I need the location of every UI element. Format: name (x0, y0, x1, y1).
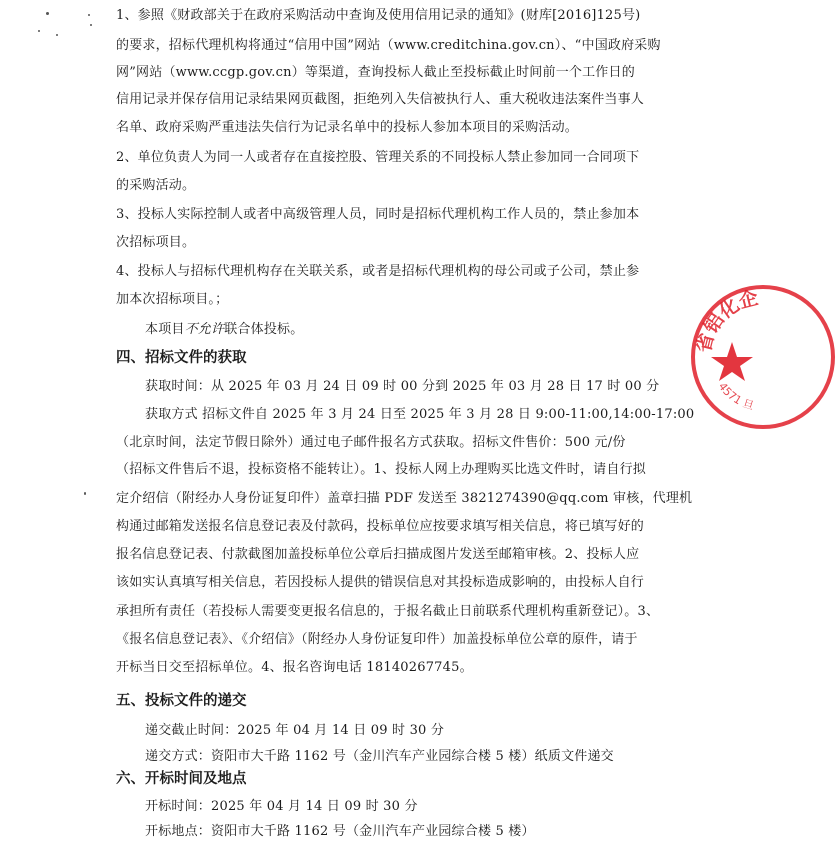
submission-method: 递交方式：资阳市大千路 1162 号（金川汽车产业园综合楼 5 楼）纸质文件递交 (145, 749, 614, 764)
seal-top-text: 省铝化企 (692, 286, 761, 355)
clause-1-line-1: 1、参照《财政部关于在政府采购活动中查询及使用信用记录的通知》(财库[2016]125号) (116, 8, 641, 23)
seal-star-icon (711, 342, 753, 381)
acquisition-method-line-4: 定介绍信（附经办人身份证复印件）盖章扫描 PDF 发送至 3821274390@qq.com 审核，代理机 (116, 491, 693, 506)
scan-speck (38, 30, 40, 32)
clause-1-line-3: 网”网站（www.ccgp.gov.cn）等渠道，查询投标人截止至投标截止时间前一个工作日的 (116, 65, 635, 80)
clause-2-line-2: 的采购活动。 (116, 178, 196, 193)
clause-3-line-2: 次招标项目。 (116, 235, 196, 250)
acquisition-method-line-3: （招标文件售后不退，投标资格不能转让）。1、投标人网上办理购买比选文件时，请自行拟 (116, 462, 646, 477)
consortium-suffix: 联合体投标。 (224, 322, 304, 337)
opening-time: 开标时间：2025 年 04 月 14 日 09 时 30 分 (145, 799, 418, 814)
scan-speck (84, 492, 86, 495)
clause-1-line-4: 信用记录并保存信用记录结果网页截图，拒绝列入失信被执行人、重大税收违法案件当事人 (116, 92, 645, 107)
acquisition-method-line-10: 开标当日交至招标单位。4、报名咨询电话 18140267745。 (116, 660, 473, 675)
section-4-heading: 四、招标文件的获取 (116, 350, 247, 366)
acquisition-method-line-2: （北京时间，法定节假日除外）通过电子邮件报名方式获取。招标文件售价：500 元/份 (116, 435, 626, 450)
opening-place: 开标地点：资阳市大千路 1162 号（金川汽车产业园综合楼 5 楼） (145, 824, 535, 839)
acquisition-time: 获取时间：从 2025 年 03 月 24 日 09 时 00 分到 2025 年 03 月 28 日 17 时 00 分 (145, 379, 660, 394)
clause-4-line-1: 4、投标人与招标代理机构存在关联关系，或者是招标代理机构的母公司或子公司，禁止参 (116, 264, 640, 279)
clause-4-line-2: 加本次招标项目。； (116, 292, 229, 307)
scan-speck (88, 14, 90, 16)
clause-2-line-1: 2、单位负责人为同一人或者存在直接控股、管理关系的不同投标人禁止参加同一合同项下 (116, 150, 640, 165)
clause-3-line-1: 3、投标人实际控制人或者中高级管理人员，同时是招标代理机构工作人员的，禁止参加本 (116, 207, 640, 222)
clause-1-line-2: 的要求，招标代理机构将通过“信用中国”网站（www.creditchina.gov.cn）、“中国政府采购 (116, 38, 661, 53)
consortium-value: 不允许 (184, 322, 225, 337)
acquisition-method-line-1: 获取方式 招标文件自 2025 年 3 月 24 日至 2025 年 3 月 28 日 9:00-11:00,14:00-17:00 (145, 407, 695, 422)
acquisition-method-line-7: 该如实认真填写相关信息，若因投标人提供的错误信息对其投标造成影响的，由投标人自行 (116, 575, 645, 590)
scan-speck (46, 12, 49, 15)
consortium-note (145, 320, 303, 340)
official-seal-stamp (688, 282, 838, 432)
scan-speck (90, 24, 92, 26)
acquisition-method-line-9: 《报名信息登记表》、《介绍信》（附经办人身份证复印件）加盖投标单位公章的原件，请于 (116, 632, 638, 647)
scan-speck (56, 34, 58, 36)
consortium-prefix: 本项目 (145, 322, 185, 337)
acquisition-method-line-8: 承担所有责任（若投标人需要变更报名信息的，于报名截止日前联系代理机构重新登记）。3、 (116, 604, 660, 619)
acquisition-method-line-5: 构通过邮箱发送报名信息登记表及付款码，投标单位应按要求填写相关信息，将已填写好的 (116, 519, 645, 534)
seal-bottom-text: 4571 旦 (715, 380, 756, 413)
submission-deadline: 递交截止时间：2025 年 04 月 14 日 09 时 30 分 (145, 723, 445, 738)
section-6-heading: 六、开标时间及地点 (116, 771, 247, 787)
clause-1-line-5: 名单、政府采购严重违法失信行为记录名单中的投标人参加本项目的采购活动。 (116, 120, 579, 135)
acquisition-method-line-6: 报名信息登记表、付款截图加盖投标单位公章后扫描成图片发送至邮箱审核。2、投标人应 (116, 547, 640, 562)
section-5-heading: 五、投标文件的递交 (116, 693, 247, 709)
